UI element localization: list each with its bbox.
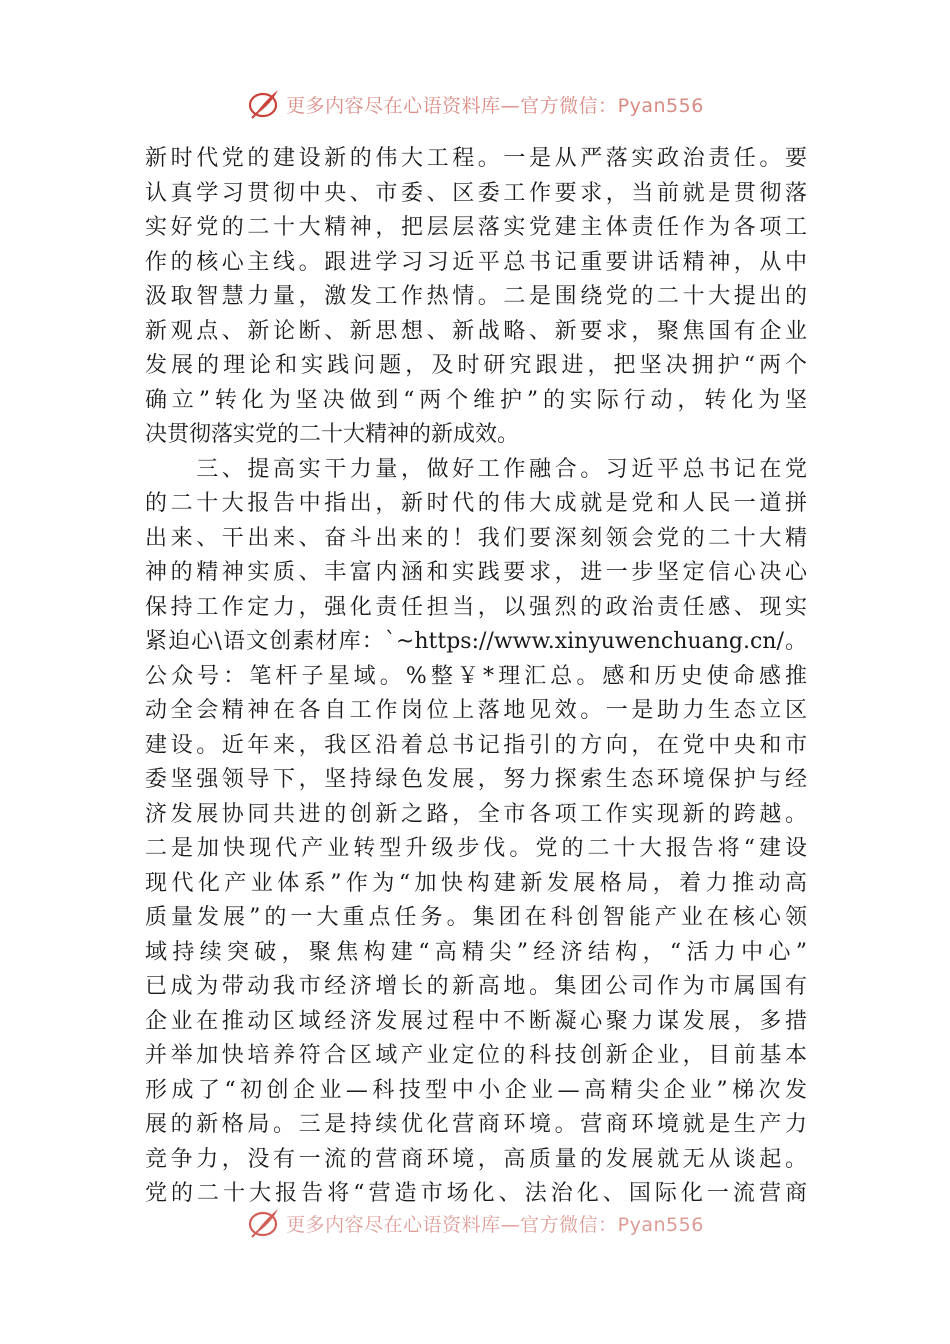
text-line: 济发展协同共进的创新之路，全市各项工作实现新的跨越。 bbox=[145, 801, 807, 827]
text-line: 三、提高实干力量，做好工作融合。习近平总书记在党 bbox=[145, 456, 807, 482]
text-line: 认真学习贯彻中央、市委、区委工作要求，当前就是贯彻落 bbox=[145, 180, 807, 206]
text-line: 紧迫心\语文创素材库：`~https://www.xinyuwenchuang.cn/。 bbox=[145, 629, 807, 654]
text-line: 企业在推动区域经济发展过程中不断凝心聚力谋发展，多措 bbox=[145, 1008, 807, 1034]
watermark-text: 更多内容尽在心语资料库—官方微信：Pyan556 bbox=[286, 1213, 704, 1236]
document-body bbox=[145, 142, 807, 1212]
text-line: 质量发展”的一大重点任务。集团在科创智能产业在核心领 bbox=[145, 905, 807, 930]
text-line: 现代化产业体系”作为“加快构建新发展格局，着力推动高 bbox=[145, 870, 807, 896]
text-line: 神的精神实质、丰富内涵和实践要求，进一步坚定信心决心 bbox=[145, 560, 807, 585]
text-line: 出来、干出来、奋斗出来的！我们要深刻领会党的二十大精 bbox=[145, 525, 807, 551]
text-line: 二是加快现代产业转型升级步伐。党的二十大报告将“建设 bbox=[145, 836, 807, 861]
text-line: 新观点、新论断、新思想、新战略、新要求，聚焦国有企业 bbox=[145, 318, 807, 344]
text-line: 建设。近年来，我区沿着总书记指引的方向，在党中央和市 bbox=[145, 732, 807, 758]
text-line: 形成了“初创企业—科技型中小企业—高精尖企业”梯次发 bbox=[145, 1077, 807, 1103]
text-line: 确立”转化为坚决做到“两个维护”的实际行动，转化为坚 bbox=[145, 387, 807, 413]
text-line: 实好党的二十大精神，把层层落实党建主体责任作为各项工 bbox=[145, 215, 807, 240]
text-line: 发展的理论和实践问题，及时研究跟进，把坚决拥护“两个 bbox=[145, 353, 807, 378]
text-line: 竞争力，没有一流的营商环境，高质量的发展就无从谈起。 bbox=[145, 1146, 807, 1172]
text-line: 新时代党的建设新的伟大工程。一是从严落实政治责任。要 bbox=[145, 146, 807, 171]
quill-pen-logo-icon bbox=[246, 1205, 282, 1241]
text-line: 决贯彻落实党的二十大精神的新成效。 bbox=[145, 422, 520, 447]
quill-pen-logo-icon bbox=[246, 86, 282, 122]
watermark-text: 更多内容尽在心语资料库—官方微信：Pyan556 bbox=[286, 94, 704, 117]
text-line: 展的新格局。三是持续优化营商环境。营商环境就是生产力 bbox=[145, 1112, 807, 1137]
text-line: 公众号：笔杆子星域。%整￥*理汇总。感和历史使命感推 bbox=[145, 663, 807, 689]
text-line: 委坚强领导下，坚持绿色发展，努力探索生态环境保护与经 bbox=[145, 767, 807, 792]
text-line: 并举加快培养符合区域产业定位的科技创新企业，目前基本 bbox=[145, 1043, 807, 1068]
footer-watermark bbox=[0, 1203, 950, 1243]
text-line: 党的二十大报告将“营造市场化、法治化、国际化一流营商 bbox=[145, 1181, 807, 1206]
text-line: 汲取智慧力量，激发工作热情。二是围绕党的二十大提出的 bbox=[145, 284, 807, 309]
text-line: 动全会精神在各自工作岗位上落地见效。一是助力生态立区 bbox=[145, 698, 807, 723]
text-line: 保持工作定力，强化责任担当，以强烈的政治责任感、现实 bbox=[145, 594, 807, 620]
text-line: 的二十大报告中指出，新时代的伟大成就是党和人民一道拼 bbox=[145, 491, 807, 516]
header-watermark bbox=[0, 84, 950, 124]
text-line: 作的核心主线。跟进学习习近平总书记重要讲话精神，从中 bbox=[145, 249, 807, 275]
text-line: 已成为带动我市经济增长的新高地。集团公司作为市属国有 bbox=[145, 974, 807, 999]
text-line: 域持续突破，聚焦构建“高精尖”经济结构，“活力中心” bbox=[145, 939, 807, 965]
